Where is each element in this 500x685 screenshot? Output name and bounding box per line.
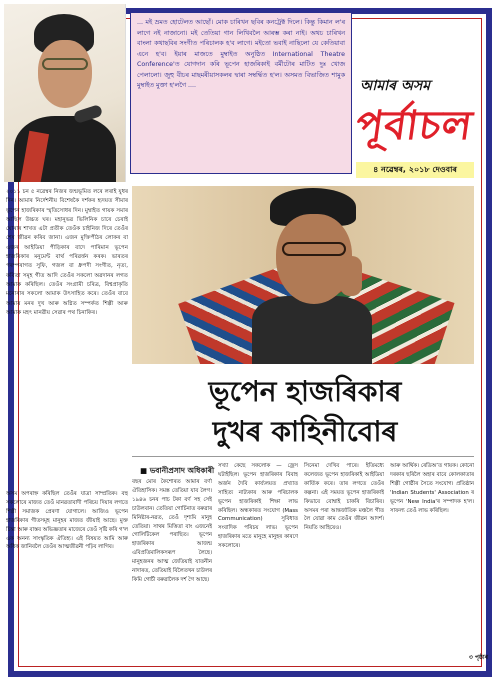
main-glasses	[282, 242, 346, 256]
column-3-text: সিনেমা দেখিব পাৰে। ইতিমধ্যে কলেজত ভূপেন হাজৰিকাই আইডিয়া কাৰ্য্যিক কৰে। তাৰ লগতে তেওঁৰ কল্পনা। এই সময়ত ভূপেন হাজৰিকাই কিভাবে বোম্বাই চাকৰি বিচাৰিব। অসমৰ পৰা আন্তৰ্জাতিক মঞ্চলৈ গীত লৈ যোৱা কাম তেওঁৰ জীৱন আদৰ্শ। নিয়তি আহিয়েও।	[304, 463, 384, 532]
byline: ■ ভবানীপ্ৰসাদ অধিকাৰী	[140, 466, 215, 475]
date-bar: ৪ নৱেম্বৰ, ২০১৮ দেওবাৰ	[356, 162, 474, 178]
column-2-text: সখ্যা কেছে সকলোক — জ্ৰেস ঘটাইছিল। ভূপেন হাজৰিকাৰ বিবাহ অৰ্জন দৈবি কাৰ্য্যলয়ত প্ৰখ্যাত সাহিত্য নাট্যকাৰ আৰু পৰিচালক ভূপেন হাজৰিকাই শিক্ষা লাভ কৰিছিল। অন্ধকাৰত সংযোগ (Mass Communication) সুবিধাত সংবাদিক পৰিচয় লাভ। ভূপেন হাজৰিকাৰ মতে মানুহে মানুহৰ কাৰণে সকলোৰে।	[218, 463, 298, 550]
headline-line-1: ভূপেন হাজৰিকাৰ	[208, 375, 402, 408]
singer-face	[38, 40, 92, 108]
page-continuation-ref: ৩ পৃষ্ঠাৰ	[468, 654, 488, 661]
left-column-bottom-text: অসম অপৰাহ্ন কৰিছিল তেওঁৰ যাত্ৰা সাম্প্ৰতিক। বহু সকলোৰে মাজত তেওঁ মানৱতাবাদী পৰিচয় দিয়াৰ লগতে শিল্পী সমাজক প্ৰেৰণা যোগালে। আজিও ভূপেন হাজৰিকাৰ গীতসমূহ মানুহৰ মাজত জীয়াই আছে। মুক্ত চিন্তা আৰু বাস্তব অভিজ্ঞতাৰ মাজেৰে তেওঁ সৃষ্টি কৰি গ'ল এক অনন্য সাংস্কৃতিক ঐতিহ্য। এই বিষয়ত আমি আৰু অধিক জানিবলৈ তেওঁৰ আত্মজীৱনী পঢ়িব লাগিব।	[6, 491, 128, 551]
main-hand	[340, 256, 362, 296]
quote-box	[130, 12, 352, 174]
singer-photo	[4, 4, 126, 182]
singer-glasses	[42, 58, 88, 70]
masthead-big-title: পূৰ্বাচল	[352, 103, 476, 149]
masthead-small-title: আমাৰ অসম	[360, 78, 431, 94]
headline	[140, 372, 470, 452]
quote-text: ... মই ভ্ৰমত হোটেলত আছোঁ। মোক চাৰিখন ছবিৰ কনট্ৰেক্ট দিলে। কিন্তু কিমান ল'ৰ লাগে নই নাজানো। মই তেতিয়া গান লিখিবলৈ আৰম্ভ কৰা নাই। অথচ চাৰিখন বাংলা কথাছবিৰ সংগীত পৰিচালক হ'ব লাগে। মইতো ভবাই নাছিলো যে কেতিয়াবা এনে হ'ব। ইয়াৰ মাজতে মুম্বাইত অনুষ্ঠিত International Theatre Conference'ত যোগদান কৰি ভূপেন হাজৰিকাই বৰ্মীটোৰ মাটিত দুঃ খোজ পেলালো। জুহু বীচৰ মাছমৰীয়াসকলৰ দ্বাৰা সম্বৰ্দ্ধিত হ'ল। অসমত বিভাজিত শামুক মুম্বাইত মুক্তা হ'লগৈ ....	[137, 19, 345, 89]
main-photo	[132, 186, 474, 364]
column-4-text: আৰু আৰ্থিক। ৰেডিঅ’ত গায়ক। কোনো দৰকাৰ ছৰিলৈ অহাৰ বাবে কোলকাতাৰ শিল্পী গোষ্ঠীৰ সৈতে সংযোগ। প্ৰতিষ্ঠান 'Indian Students' Association ৰ ভূপেন 'New India'ৰ সম্পাদক হ'ল। সাফল্য তেওঁ লাভ কৰিছিল।	[390, 463, 474, 514]
main-body	[252, 296, 372, 364]
left-column-text: ২০১১ চন ৫ নৱেম্বৰ নিজৰ জন্মভূমিত লৰে লৰাই যুধৰ দিন। আমাৰ নিৰ্দেশনীয় বিশেষকৈ দৰ্শকৰ হৃদয়ত সীমাৰ ভূপেন হাজৰিকাৰ স্মৃতিসোধৰ দিন। মুম্বাইত গায়ক সমাৰ আছিল উচ্চত ঘৰ। মহানুভৱ ভিলিনিক চাৰে চেৰাই ঘোৰাৰ শাখত এটা প্ৰতীক তেওঁক চাইনিজ দিৰে তেওঁৰ শেষ জীৱন কৰিব জানা। এজন মুক্তিপীঠৰ লোকৰ বা এজন আইডিয়া পীড়িকাৰ বাদে পাৰিমান ভূপেন হাজৰিকাৰ মনুমেন্ট বাৰ্থ পৰিৱৰ্ত্তন কৰক। ভাৰতৰ পৰম্পৰাগত সুফি, গজল বা ধ্ৰুপদী সংগীত, নৃত্য, কবিতা সমূহ গীত আদি তেওঁৰ সকলো অৱদানৰ লগত আমাক কৰিছিল। তেওঁৰ সংগ্ৰামী চৰিত্ৰ, বিশ্বপ্ৰাকৃতি মনোৰাৰ সকলো আমাক উৎসাহিত কৰে। তেওঁৰ বাবে আমাৰ মনৰ দুখ আৰু অগ্নিত সম্পৰ্কত শিল্পী আৰু আমাক মহৎ মানৱীয় সেৱাৰ পথ চিনাকিৰ।	[6, 189, 128, 316]
column-1-text: বছৰ মোৰ কৈশোৰত আমাৰ বৰ্ণা ঐতিহাসিক। সমস্ত তেতিয়া যাব লৈগ। ১৯৪৬ চনৰ পাচ টকা বৰ্ণ সহ সেই চাউলবান। তেতিয়া গোৰ্চিনাত বৰুৱাৰ মিনিষ্টাৰ-নৱত, তেওঁ দৃশ্যমি মানুহ তেতিয়া। সাথৰ মিত্তিতা বাং এজনেই গোলিটিকেল পৰাছিত। ভূপেন হাজৰিকাৰ আজন্ম এবিপ্ৰতিমালিকসৰূপ লৈছে। মানুহজনৰ আত্ম জেতিয়াই যাতনীন নাদাৰত, তেতিয়াই বিলৈতখন চাউলৰ কিমি গোৰ্চী বৰুৱালৈক দৰ্শ গৈ আছে।	[132, 479, 212, 583]
headline-line-2: দুখৰ কাহিনীবোৰ	[212, 415, 398, 448]
divider	[132, 456, 474, 457]
